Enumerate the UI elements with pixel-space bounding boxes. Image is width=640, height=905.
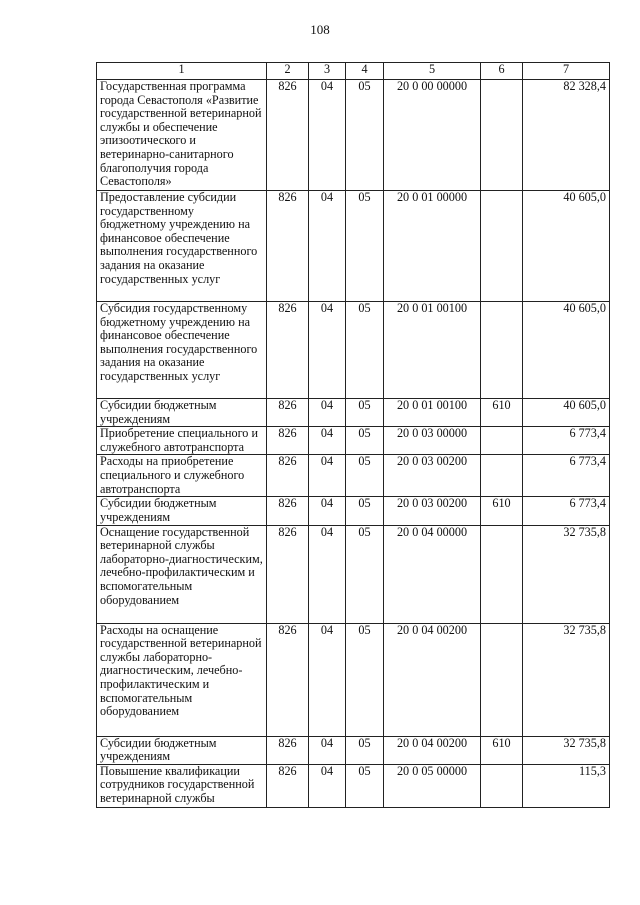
row-expense-type <box>481 455 523 497</box>
row-ministry-code: 826 <box>267 427 309 455</box>
table-row <box>97 455 610 497</box>
table-row <box>97 525 610 623</box>
row-section-code: 04 <box>309 736 346 764</box>
column-header-6: 6 <box>481 63 523 80</box>
row-name: Повышение квалификации сотрудников государственной ветеринарной службы <box>97 764 267 807</box>
row-expense-type: 610 <box>481 736 523 764</box>
row-amount: 115,3 <box>523 764 610 807</box>
row-section-code: 04 <box>309 455 346 497</box>
row-amount: 6 773,4 <box>523 455 610 497</box>
row-amount: 6 773,4 <box>523 427 610 455</box>
row-ministry-code: 826 <box>267 764 309 807</box>
column-header-2: 2 <box>267 63 309 80</box>
column-header-3: 3 <box>309 63 346 80</box>
row-subsection-code: 05 <box>346 302 384 399</box>
row-ministry-code: 826 <box>267 623 309 736</box>
page-number: 108 <box>310 22 330 37</box>
row-amount: 40 605,0 <box>523 399 610 427</box>
row-target-code: 20 0 01 00100 <box>384 302 481 399</box>
row-expense-type <box>481 623 523 736</box>
row-expense-type: 610 <box>481 399 523 427</box>
table-row <box>97 80 610 191</box>
row-name: Субсидии бюджетным учреждениям <box>97 497 267 525</box>
row-subsection-code: 05 <box>346 399 384 427</box>
row-target-code: 20 0 01 00100 <box>384 399 481 427</box>
table-row <box>97 302 610 399</box>
row-expense-type <box>481 80 523 191</box>
column-header-5: 5 <box>384 63 481 80</box>
row-expense-type <box>481 191 523 302</box>
table-row <box>97 427 610 455</box>
row-expense-type: 610 <box>481 497 523 525</box>
row-subsection-code: 05 <box>346 497 384 525</box>
table-row <box>97 736 610 764</box>
row-ministry-code: 826 <box>267 455 309 497</box>
row-target-code: 20 0 00 00000 <box>384 80 481 191</box>
table-row <box>97 191 610 302</box>
row-ministry-code: 826 <box>267 80 309 191</box>
row-expense-type <box>481 764 523 807</box>
row-section-code: 04 <box>309 80 346 191</box>
row-subsection-code: 05 <box>346 455 384 497</box>
column-header-1: 1 <box>97 63 267 80</box>
row-amount: 82 328,4 <box>523 80 610 191</box>
row-ministry-code: 826 <box>267 399 309 427</box>
row-expense-type <box>481 427 523 455</box>
row-subsection-code: 05 <box>346 623 384 736</box>
row-section-code: 04 <box>309 302 346 399</box>
row-subsection-code: 05 <box>346 191 384 302</box>
column-header-7: 7 <box>523 63 610 80</box>
column-header-4: 4 <box>346 63 384 80</box>
row-ministry-code: 826 <box>267 525 309 623</box>
row-section-code: 04 <box>309 764 346 807</box>
row-section-code: 04 <box>309 525 346 623</box>
row-name: Субсидии бюджетным учреждениям <box>97 399 267 427</box>
row-name: Приобретение специального и служебного автотранспорта <box>97 427 267 455</box>
row-target-code: 20 0 04 00200 <box>384 736 481 764</box>
row-ministry-code: 826 <box>267 302 309 399</box>
row-amount: 32 735,8 <box>523 525 610 623</box>
row-amount: 32 735,8 <box>523 623 610 736</box>
table-row <box>97 399 610 427</box>
row-expense-type <box>481 525 523 623</box>
table-row <box>97 623 610 736</box>
row-name: Расходы на приобретение специального и служебного автотранспорта <box>97 455 267 497</box>
row-target-code: 20 0 03 00200 <box>384 497 481 525</box>
row-target-code: 20 0 03 00000 <box>384 427 481 455</box>
row-subsection-code: 05 <box>346 80 384 191</box>
row-name: Расходы на оснащение государственной ветеринарной службы лабораторно-диагностическим, лечебно-профилактическим и вспомогательным оборудованием <box>97 623 267 736</box>
table-row <box>97 764 610 807</box>
row-name: Государственная программа города Севастополя «Развитие государственной ветеринарной службы и обеспечение эпизоотического и ветеринарно-санитарного благополучия города Севастополя» <box>97 80 267 191</box>
row-section-code: 04 <box>309 623 346 736</box>
row-section-code: 04 <box>309 191 346 302</box>
row-target-code: 20 0 04 00200 <box>384 623 481 736</box>
row-name: Предоставление субсидии государственному бюджетному учреждению на финансовое обеспечение выполнения государственного задания на оказание государственных услуг <box>97 191 267 302</box>
row-section-code: 04 <box>309 497 346 525</box>
row-subsection-code: 05 <box>346 427 384 455</box>
row-target-code: 20 0 04 00000 <box>384 525 481 623</box>
row-name: Оснащение государственной ветеринарной службы лабораторно-диагностическим, лечебно-профилактическим и вспомогательным оборудованием <box>97 525 267 623</box>
row-subsection-code: 05 <box>346 764 384 807</box>
row-target-code: 20 0 03 00200 <box>384 455 481 497</box>
row-name: Субсидии бюджетным учреждениям <box>97 736 267 764</box>
row-ministry-code: 826 <box>267 736 309 764</box>
row-section-code: 04 <box>309 427 346 455</box>
row-target-code: 20 0 01 00000 <box>384 191 481 302</box>
row-ministry-code: 826 <box>267 497 309 525</box>
row-name: Субсидия государственному бюджетному учреждению на финансовое обеспечение выполнения государственного задания на оказание государственных услуг <box>97 302 267 399</box>
row-amount: 6 773,4 <box>523 497 610 525</box>
row-amount: 40 605,0 <box>523 191 610 302</box>
row-subsection-code: 05 <box>346 525 384 623</box>
row-amount: 32 735,8 <box>523 736 610 764</box>
row-section-code: 04 <box>309 399 346 427</box>
table-header-row <box>97 63 610 80</box>
row-ministry-code: 826 <box>267 191 309 302</box>
row-subsection-code: 05 <box>346 736 384 764</box>
row-amount: 40 605,0 <box>523 302 610 399</box>
table-row <box>97 497 610 525</box>
budget-table <box>96 62 610 808</box>
row-expense-type <box>481 302 523 399</box>
row-target-code: 20 0 05 00000 <box>384 764 481 807</box>
